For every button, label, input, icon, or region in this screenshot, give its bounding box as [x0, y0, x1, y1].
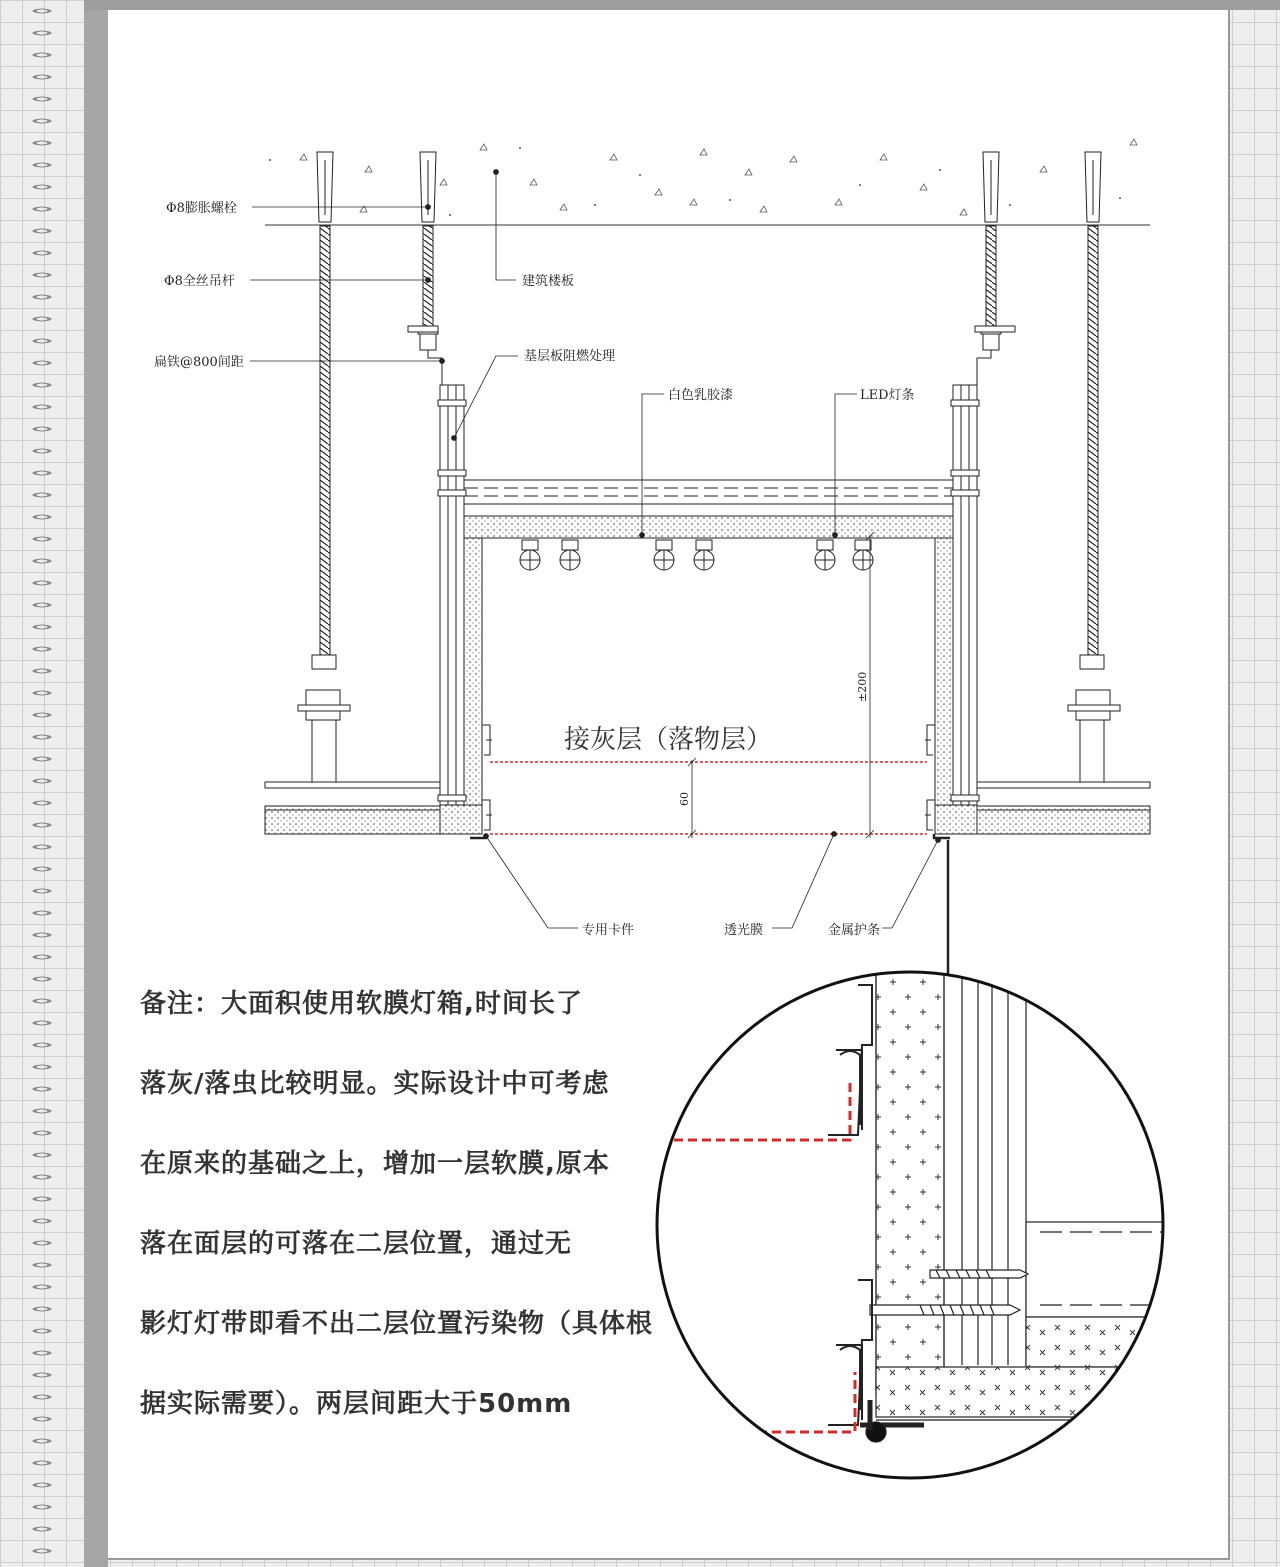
note-line-5: 影灯灯带即看不出二层位置污染物（具体根 — [140, 1309, 654, 1339]
leader-lines — [250, 170, 948, 983]
detail-magnifier — [657, 970, 1176, 1478]
label-dust-layer: 接灰层（落物层） — [564, 725, 773, 755]
note-line-6: 据实际需要）。两层间距大于50mm — [140, 1389, 573, 1419]
label-bolt: Φ8膨胀螺栓 — [166, 201, 237, 216]
label-latex: 白色乳胶漆 — [668, 388, 734, 403]
label-metal-strip: 金属护条 — [828, 923, 881, 938]
dimension-lines — [688, 532, 874, 838]
label-led: LED灯条 — [860, 388, 915, 403]
label-slab: 建筑楼板 — [522, 274, 575, 289]
label-flat-iron: 扁铁@800间距 — [154, 355, 244, 370]
note-line-4: 落在面层的可落在二层位置，通过无 — [140, 1229, 573, 1259]
hanger-rods — [317, 152, 1101, 656]
membrane-lines — [490, 762, 927, 834]
label-clip: 专用卡件 — [582, 923, 635, 938]
label-base-board: 基层板阻燃处理 — [524, 349, 616, 364]
ceiling-boards — [265, 782, 1150, 834]
note-line-3: 在原来的基础之上，增加一层软膜,原本 — [140, 1149, 610, 1179]
dim-200-text: ±200 — [856, 671, 869, 702]
led-lights — [520, 540, 873, 570]
note-line-1: 备注：大面积使用软膜灯箱,时间长了 — [140, 989, 583, 1019]
label-rod: Φ8全丝吊杆 — [164, 274, 235, 289]
label-membrane: 透光膜 — [724, 923, 764, 938]
building-slab — [265, 139, 1150, 225]
lightbox-frame — [438, 385, 979, 834]
dim-60-text: 60 — [678, 792, 691, 806]
note-line-2: 落灰/落虫比较明显。实际设计中可考虑 — [140, 1069, 610, 1099]
